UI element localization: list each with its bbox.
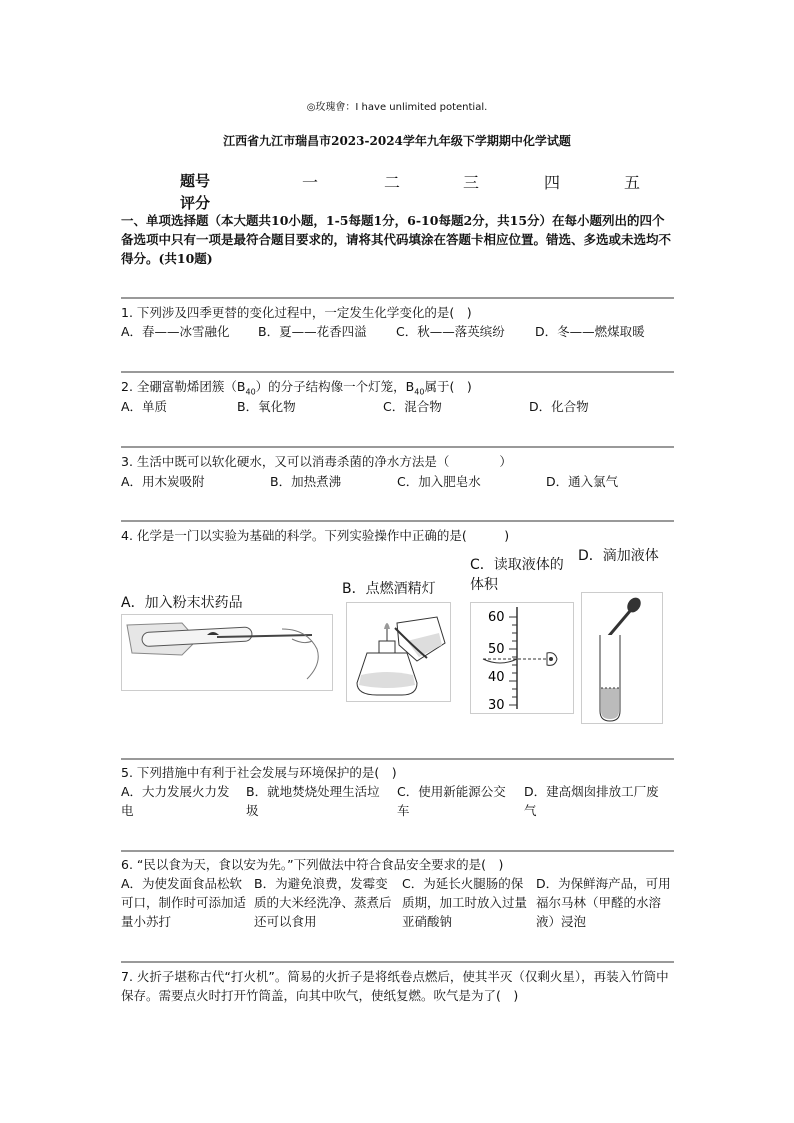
q3-option-d: D．通入氯气 [546,474,619,489]
divider [121,446,674,448]
q1-option-d: D．冬——燃煤取暖 [535,324,645,339]
q1-option-a: A．春——冰雪融化 [121,324,230,339]
divider [121,850,674,852]
header-note: ◎玫瑰㑹：I have unlimited potential. [306,102,488,113]
q6-option-a: A．为使发面食品松软可口，制作时可添加适量小苏打 [121,876,247,929]
q6-option-d: D．为保鲜海产品，可用福尔马林（甲醛的水溶液）浸泡 [536,876,671,929]
scale-label-50: 50 [488,642,505,657]
score-col-2: 二 [384,173,401,192]
divider [121,520,674,522]
score-col-3: 三 [463,173,480,192]
divider [121,371,674,373]
alcohol-lamp-illustration [346,602,451,702]
cylinder-reading-illustration [470,602,574,714]
q3-option-b: B．加热煮沸 [270,474,342,489]
divider [121,961,674,963]
dropper-illustration [581,592,663,724]
q3-option-a: A．用木炭吸附 [121,474,205,489]
powder-addition-illustration [121,614,333,691]
section-intro: 一、单项选择题（本大题共10小题，1-5每题1分，6-10每题2分，共15分）在每小题列出的四个备选项中只有一项是最符合题目要求的，请将其代码填涂在答题卡相应位置。错选、多选或未选均不得分。(共10题) [121,213,672,266]
question-5-stem: 5. 下列措施中有利于社会发展与环境保护的是( ) [121,765,397,780]
question-3-stem: 3. 生活中既可以软化硬水，又可以消毒杀菌的净水方法是（ ） [121,454,512,469]
question-1-stem: 1. 下列涉及四季更替的变化过程中，一定发生化学变化的是( ) [121,305,472,320]
q2-option-a: A．单质 [121,399,168,414]
q2-option-b: B．氧化物 [237,399,296,414]
q5-option-c: C．使用新能源公交车 [397,784,506,818]
score-row2-label: 评分 [180,194,211,212]
page-title: 江西省九江市瑞昌市2023-2024学年九年级下学期期中化学试题 [223,134,571,148]
q6-option-c: C．为延长火腿肠的保质期，加工时放入过量亚硝酸钠 [402,876,528,929]
q2-option-d: D．化合物 [529,399,589,414]
divider [121,758,674,760]
q4-option-b: B．点燃酒精灯 [342,581,436,597]
question-7-stem: 7. 火折子堪称古代“打火机”。简易的火折子是将纸卷点燃后，使其半灭（仅剩火星），再装入竹筒中保存。需要点火时打开竹筒盖，向其中吹气，使纸复燃。吹气是为了( ) [121,969,669,1003]
scale-label-60: 60 [488,610,505,625]
q4-option-a: A．加入粉末状药品 [121,595,243,611]
q4-option-d: D．滴加液体 [578,548,659,564]
q1-option-c: C．秋——落英缤纷 [396,324,505,339]
divider [121,297,674,299]
q5-option-d: D．建高烟囱排放工厂废气 [524,784,659,818]
score-col-1: 一 [302,173,319,192]
question-4-stem: 4. 化学是一门以实验为基础的科学。下列实验操作中正确的是( ) [121,528,510,543]
scale-label-40: 40 [488,670,505,685]
score-col-4: 四 [544,173,561,192]
q5-option-b: B．就地焚烧处理生活垃圾 [246,784,380,818]
q6-option-b: B．为避免浪费，发霉变质的大米经洗净、蒸煮后还可以食用 [254,876,392,929]
q5-option-a: A．大力发展火力发电 [121,784,230,818]
score-col-5: 五 [624,173,641,192]
question-6-stem: 6. “民以食为天，食以安为先。”下列做法中符合食品安全要求的是( ) [121,857,504,872]
q2-option-c: C．混合物 [383,399,442,414]
scale-label-30: 30 [488,698,505,713]
q1-option-b: B．夏——花香四溢 [258,324,367,339]
question-2-stem: 2. 全硼富勒烯团簇$(B_{40})$的分子结构像一个灯笼，$B_{40}$属于( ) [121,379,472,397]
q4-option-c: C．读取液体的体积 [470,557,564,593]
q3-option-c: C．加入肥皂水 [397,474,481,489]
score-row-label: 题号 [180,172,211,190]
